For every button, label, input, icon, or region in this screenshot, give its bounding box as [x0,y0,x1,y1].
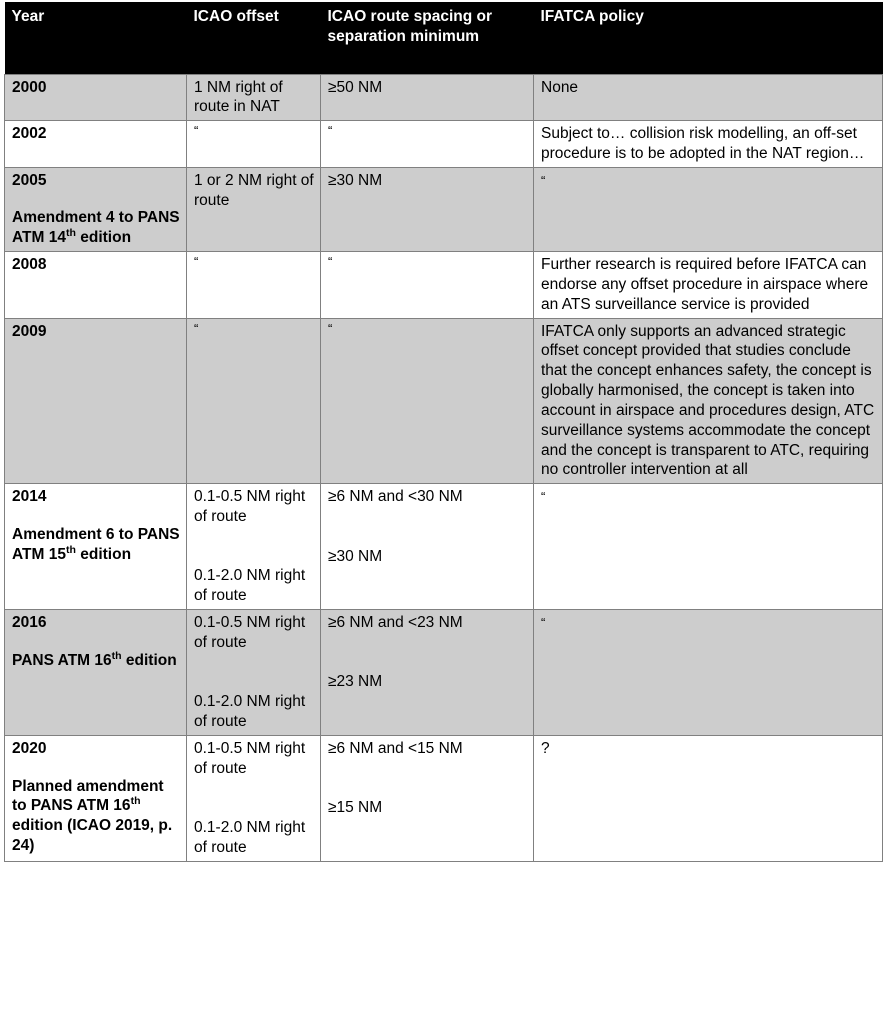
table-row [5,484,883,610]
ifatca-policy-text: Further research is required before IFATCA can endorse any offset procedure in airspace where an ATS surveillance service is provided [541,256,869,313]
ifatca-policy-text: “ [541,172,546,188]
cell-icao-offset-primary: “ [194,254,199,270]
cell-icao-offset [187,484,321,610]
cell-ifatca-policy [534,484,883,610]
table-row [5,735,883,861]
table-row [5,318,883,484]
year-value: 2016 [12,614,47,632]
ifatca-policy-text: “ [541,615,546,631]
year-value: 2008 [12,256,47,274]
cell-route-spacing-primary: ≥6 NM and <15 NM [328,739,463,757]
cell-year [5,610,187,736]
ifatca-policy-text: “ [541,489,546,505]
cell-icao-offset-primary: 0.1-0.5 NM right of route [194,614,306,651]
cell-icao-offset-secondary: 0.1-2.0 NM right of route [194,567,306,605]
cell-ifatca-policy [534,167,883,251]
cell-route-spacing [321,735,534,861]
cell-icao-offset [187,121,321,168]
cell-route-spacing [321,484,534,610]
table-body [5,74,883,861]
ordinal-suffix: th [111,649,122,662]
cell-icao-offset-primary: 0.1-0.5 NM right of route [194,488,306,526]
ifatca-policy-text: ? [541,739,550,757]
cell-ifatca-policy [534,74,883,121]
cell-route-spacing-primary: ≥50 NM [328,78,383,96]
year-note: Planned amendment to PANS ATM 16th edition (ICAO 2019, p. 24) [12,777,173,854]
cell-ifatca-policy [534,121,883,168]
ifatca-policy-text: IFATCA only supports an advanced strategic offset concept provided that studies conclude that the concept enhances safety, the concept is globally harmonised, the concept is taken into account in airspace and procedures design, ATC surveillance systems accommodate the concept and the concept is transparent to ATC, requiring no controller intervention at all [541,322,875,479]
cell-year [5,318,187,484]
column-header-icao-offset: ICAO offset [187,2,321,74]
header-row [5,2,883,74]
column-header-icao-route-spacing: ICAO route spacing or separation minimum [321,2,534,74]
cell-ifatca-policy [534,735,883,861]
column-header-year: Year [5,2,187,74]
ordinal-suffix: th [65,227,76,240]
cell-route-spacing [321,318,534,484]
year-note: Amendment 6 to PANS ATM 15th edition [12,525,180,563]
cell-year [5,484,187,610]
cell-route-spacing [321,252,534,318]
ordinal-suffix: th [65,543,76,556]
table-row [5,252,883,318]
cell-route-spacing-primary: ≥6 NM and <23 NM [328,614,463,632]
cell-route-spacing-primary: “ [328,254,333,270]
cell-icao-offset [187,735,321,861]
year-value: 2005 [12,171,47,189]
cell-icao-offset-primary: 1 NM right of route in NAT [194,78,283,116]
cell-icao-offset [187,610,321,736]
year-value: 2014 [12,488,47,506]
year-value: 2009 [12,322,47,340]
cell-route-spacing [321,74,534,121]
cell-route-spacing [321,121,534,168]
cell-icao-offset [187,318,321,484]
cell-route-spacing-primary: ≥6 NM and <30 NM [328,488,463,506]
cell-icao-offset [187,74,321,121]
year-note: Amendment 4 to PANS ATM 14th edition [12,209,180,247]
cell-ifatca-policy [534,252,883,318]
year-value: 2000 [12,78,47,96]
cell-icao-offset-secondary: 0.1-2.0 NM right of route [194,819,306,856]
table-header [5,2,883,74]
year-value: 2020 [12,739,47,757]
cell-route-spacing-primary: “ [328,320,333,336]
table-row [5,167,883,251]
cell-route-spacing-secondary: ≥30 NM [328,547,383,565]
year-value: 2002 [12,125,47,143]
cell-route-spacing-primary: “ [328,123,333,139]
cell-route-spacing [321,610,534,736]
cell-year [5,167,187,251]
cell-year [5,121,187,168]
cell-icao-offset-primary: 1 or 2 NM right of route [194,171,314,209]
table-row [5,121,883,168]
table-row [5,74,883,121]
cell-icao-offset-primary: “ [194,123,199,139]
cell-icao-offset [187,167,321,251]
cell-icao-offset-secondary: 0.1-2.0 NM right of route [194,693,306,731]
cell-icao-offset-primary: 0.1-0.5 NM right of route [194,739,306,777]
cell-year [5,74,187,121]
table-row [5,610,883,736]
cell-ifatca-policy [534,610,883,736]
cell-year [5,252,187,318]
cell-route-spacing-primary: ≥30 NM [328,171,383,189]
ordinal-suffix: th [130,795,141,808]
cell-year [5,735,187,861]
cell-ifatca-policy [534,318,883,484]
ifatca-policy-text: None [541,78,579,96]
year-note: PANS ATM 16th edition [12,649,177,669]
cell-icao-offset [187,252,321,318]
column-header-ifatca-policy: IFATCA policy [534,2,883,74]
offset-policy-table [4,2,883,862]
cell-icao-offset-primary: “ [194,320,199,336]
ifatca-policy-text: Subject to… collision risk modelling, an off-set procedure is to be adopted in the NAT region… [541,125,865,162]
cell-route-spacing-secondary: ≥23 NM [328,673,383,691]
cell-route-spacing-secondary: ≥15 NM [328,799,383,817]
cell-route-spacing [321,167,534,251]
